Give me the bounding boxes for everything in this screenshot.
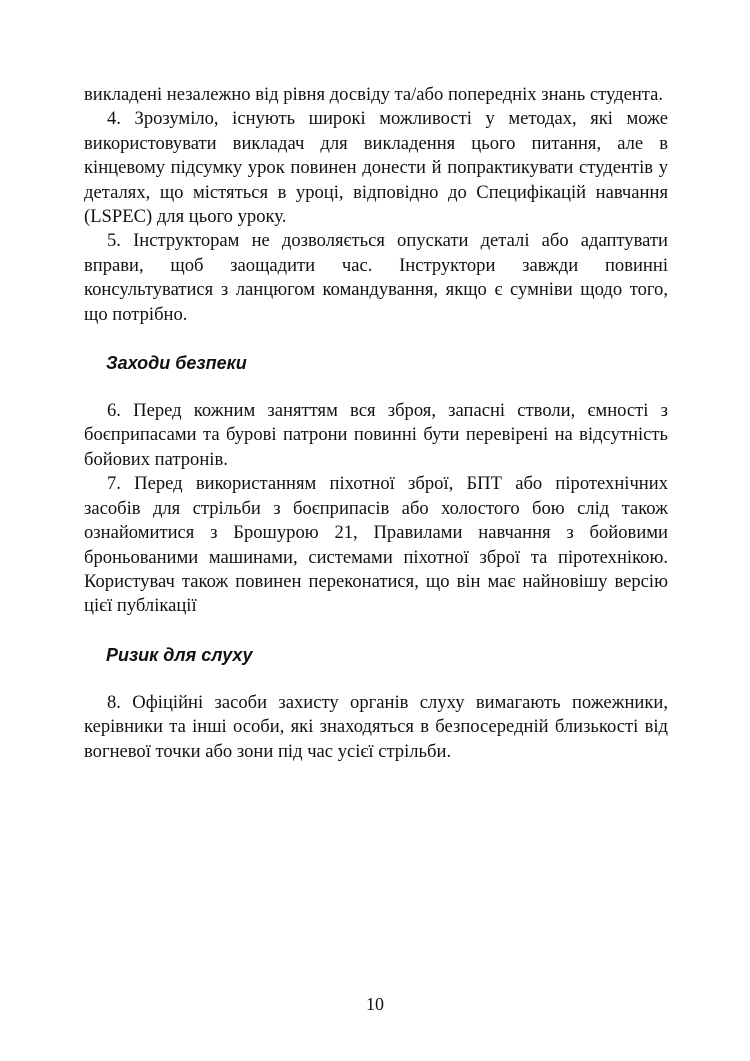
spacer	[84, 619, 668, 643]
section-heading-safety: Заходи безпеки	[106, 353, 247, 374]
section-heading-hearing: Ризик для слуху	[106, 644, 253, 665]
paragraph-6: 6. Перед кожним заняттям вся зброя, запасні стволи, ємності з боєприпасами та бурові патрони повинні бути перевірені на відсутність бойових патронів.	[84, 400, 668, 470]
paragraph-7: 7. Перед використанням піхотної зброї, БПТ або піротехнічних засобів для стрільби з боєприпасів або холостого бою слід також ознайомитися з Брошурою 21, Правилами навчання з бойовими броньованими машинами, системами піхотної зброї та піротехнікою. Користувач також повинен переконатися, що він має найновішу версію цієї публікації	[84, 473, 668, 617]
spacer	[84, 667, 668, 691]
paragraph-4: 4. Зрозуміло, існують широкі можливості у методах, які може використовувати викладач для викладення цього питання, але в кінцевому підсумку урок повинен донести й попрактикувати студентів у деталях, що містяться в уроці, відповідно до Специфікацій навчання (LSPEC) для цього уроку.	[84, 108, 668, 228]
paragraph-continuation: викладені незалежно від рівня досвіду та/або попередніх знань студента.	[84, 84, 664, 105]
spacer	[84, 375, 668, 399]
paragraph-8: 8. Офіційні засоби захисту органів слуху вимагають пожежники, керівники та інші особи, які знаходяться в безпосередній близькості від вогневої точки або зони під час усієї стрільби.	[84, 691, 668, 762]
document-page-body	[84, 83, 668, 764]
spacer	[84, 327, 668, 351]
page-number: 10	[366, 994, 384, 1014]
paragraph-5: 5. Інструкторам не дозволяється опускати деталі або адаптувати вправи, щоб заощадити час. Інструктори завжди повинні консультуватися з ланцюгом командування, якщо є сумніви щодо того, що потрібно.	[84, 230, 668, 325]
